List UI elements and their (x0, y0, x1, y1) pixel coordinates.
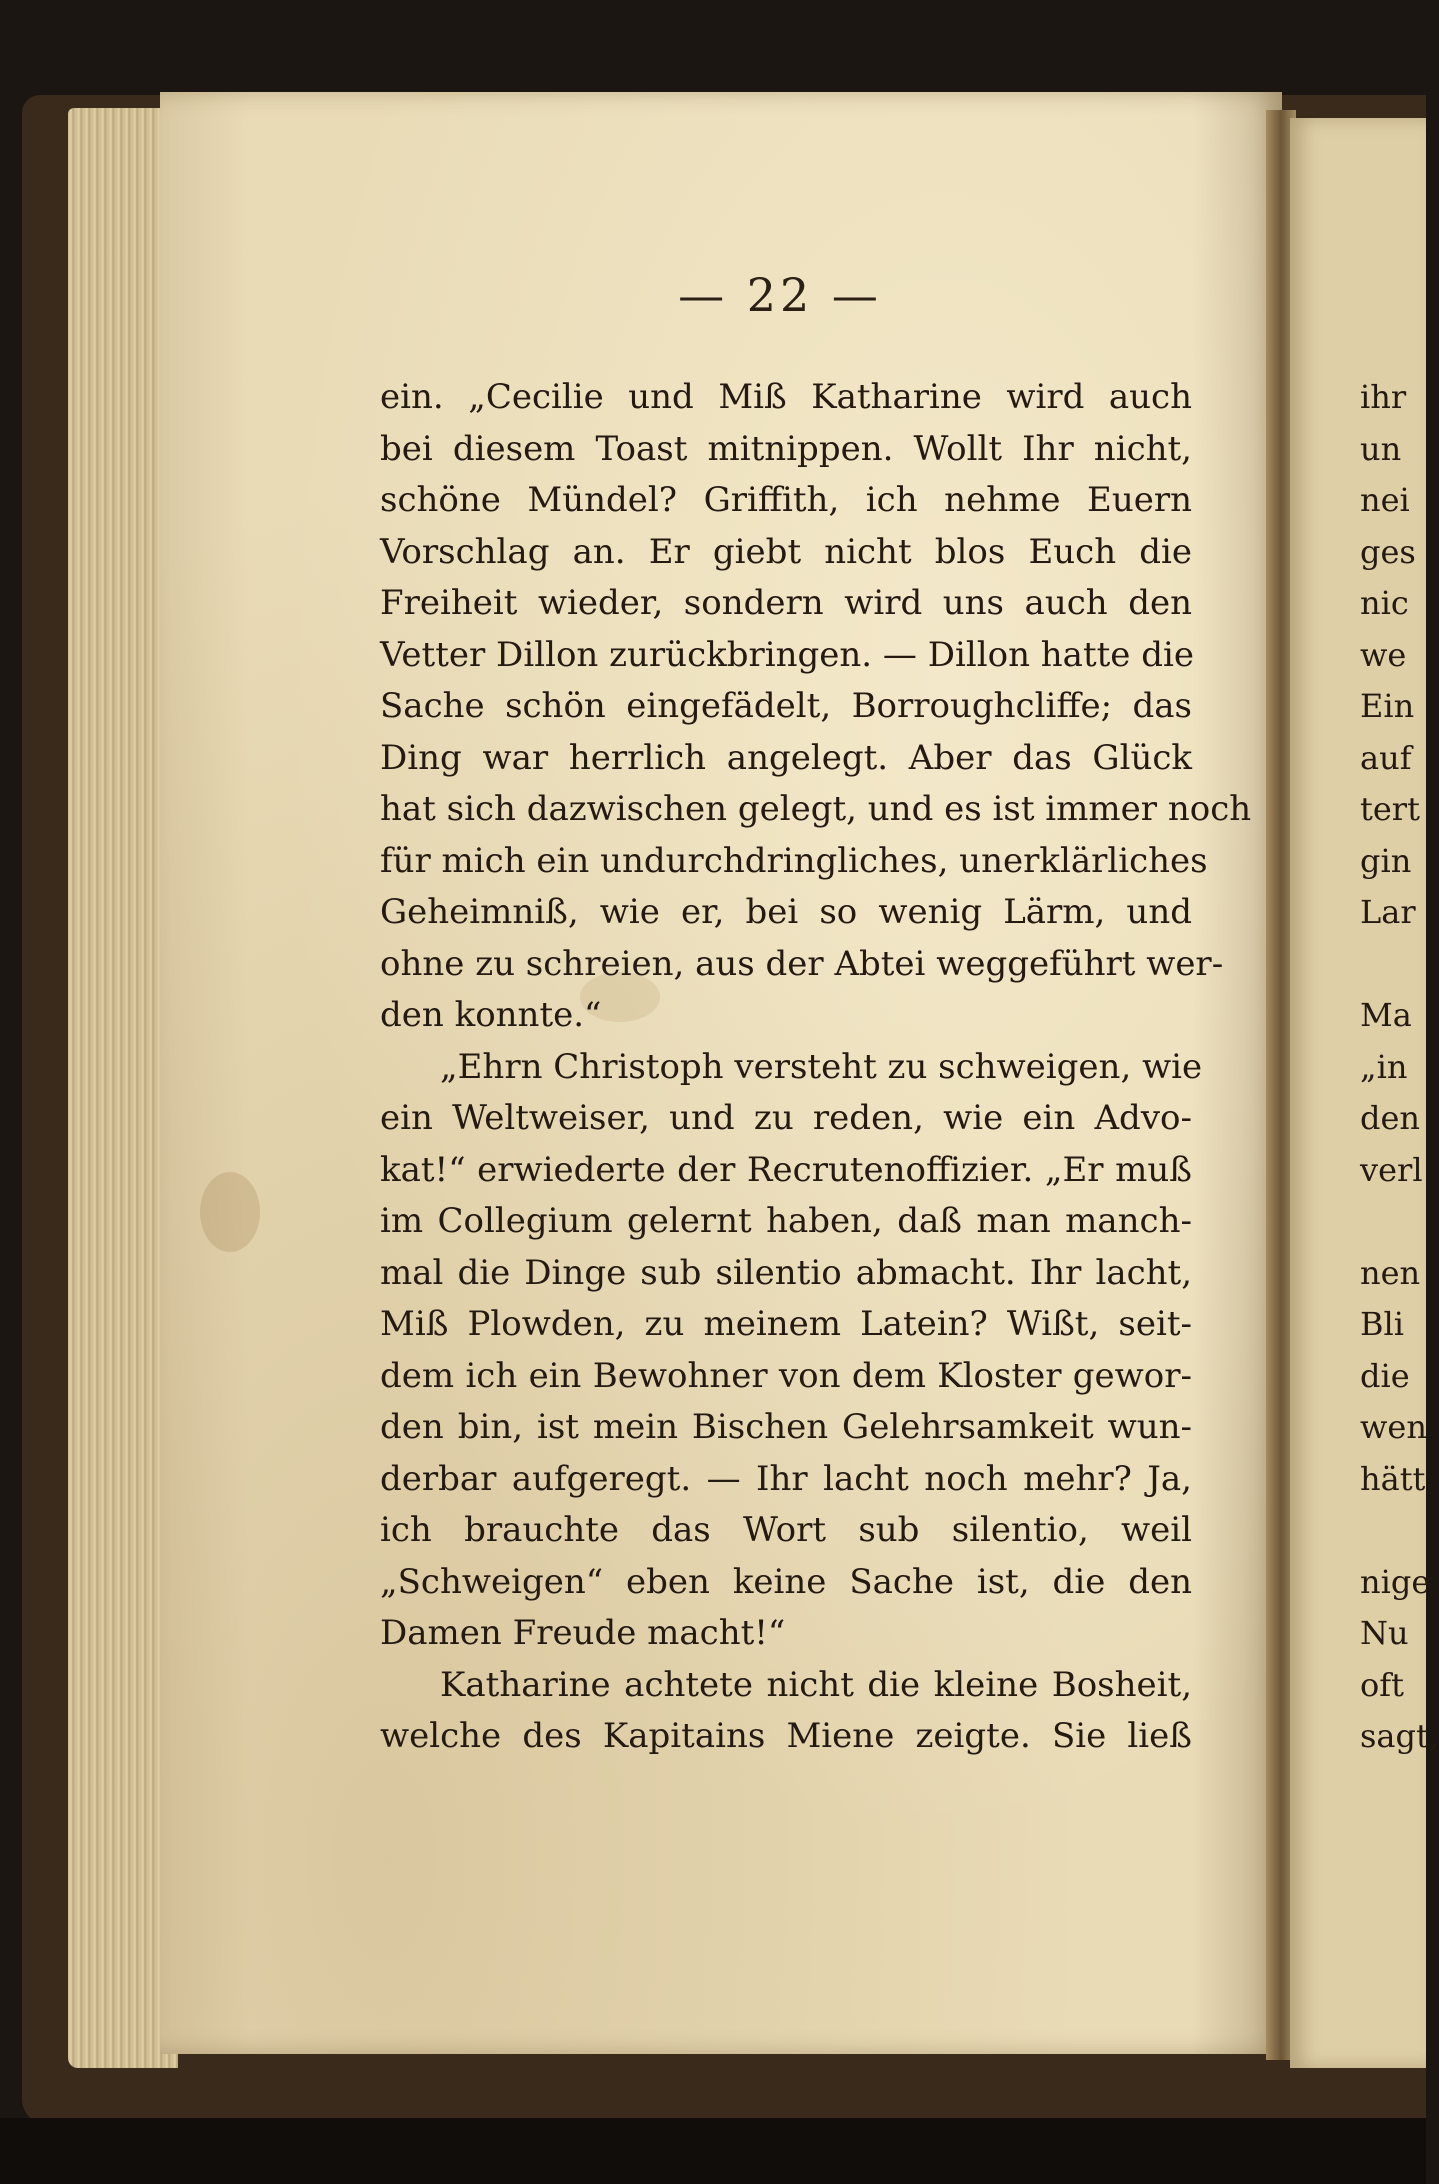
text-line (380, 1557, 1192, 1609)
right-page-fragment: Lar (1360, 893, 1416, 931)
text-line-content: den bin, ist mein Bischen Gelehrsamkeit wun- (380, 1407, 1192, 1447)
page-number: — 22 — (678, 268, 882, 322)
right-page-fragment: verl (1360, 1150, 1423, 1189)
text-line-content: Geheimniß, wie er, bei so wenig Lärm, und (380, 892, 1192, 932)
text-line (380, 372, 1192, 424)
background-shadow (0, 2118, 1426, 2184)
right-page-fragment (1360, 1505, 1430, 1557)
text-line-content: mal die Dinge sub silentio abmacht. Ihr lacht, (380, 1252, 1192, 1293)
right-page-fragment: tert (1360, 790, 1420, 828)
text-line-content: Vorschlag an. Er giebt nicht blos Euch die (380, 531, 1192, 572)
text-line (380, 1505, 1192, 1557)
text-line-content: derbar aufgeregt. — Ihr lacht noch mehr? Ja, (380, 1458, 1192, 1499)
right-page-fragment: Ma (1360, 996, 1412, 1034)
text-line-content: schöne Mündel? Griffith, ich nehme Euern (380, 480, 1192, 520)
right-page-fragment: ihr (1360, 378, 1407, 416)
text-line (380, 939, 1224, 991)
right-page-fragment: „in (1360, 1047, 1408, 1086)
right-page-fragment: ges (1360, 532, 1416, 571)
text-line-content: Vetter Dillon zurückbringen. — Dillon hatte die (380, 634, 1194, 675)
text-line-content: Damen Freude macht!“ (380, 1613, 786, 1653)
text-line (380, 1711, 1192, 1763)
right-page-fragment: hätt (1360, 1459, 1426, 1498)
right-page-fragment: die (1360, 1356, 1410, 1395)
text-line (380, 1351, 1192, 1403)
text-line (380, 836, 1208, 888)
text-line (380, 1248, 1192, 1300)
text-line (380, 887, 1192, 939)
text-line (380, 1402, 1192, 1454)
right-page-fragment: nei (1360, 481, 1410, 519)
text-line-content: ein Weltweiser, und zu reden, wie ein Advo- (380, 1098, 1192, 1138)
text-line (380, 784, 1252, 836)
text-line-content: „Schweigen“ eben keine Sache ist, die den (380, 1561, 1192, 1602)
text-line (380, 1454, 1192, 1506)
right-page-fragment: nen (1360, 1253, 1421, 1292)
text-line-content: Freiheit wieder, sondern wird uns auch den (380, 583, 1192, 623)
right-page-text (1360, 372, 1439, 1763)
text-line (380, 424, 1192, 476)
text-line-content: Ding war herrlich angelegt. Aber das Glück (380, 737, 1192, 778)
text-line (380, 1608, 1192, 1660)
text-line-content: ein. „Cecilie und Miß Katharine wird auch (380, 377, 1192, 417)
text-line (380, 733, 1192, 785)
text-line-content: bei diesem Toast mitnippen. Wollt Ihr nicht, (380, 428, 1192, 469)
text-line-content: im Collegium gelernt haben, daß man manch- (380, 1201, 1192, 1241)
text-line (380, 1093, 1192, 1145)
right-page-fragment: nige (1360, 1562, 1431, 1601)
right-page-fragment: den (1360, 1099, 1421, 1137)
text-line (380, 681, 1192, 733)
text-line-content: Sache schön eingefädelt, Borroughcliffe; das (380, 686, 1192, 726)
text-line (380, 578, 1192, 630)
text-line-content: kat!“ erwiederte der Recrutenoffizier. „Er muß (380, 1149, 1192, 1190)
right-page-fragment: un (1360, 429, 1402, 468)
right-page-fragment: sagt, (1360, 1717, 1439, 1755)
right-page-fragment: auf (1360, 738, 1412, 777)
text-line (380, 1299, 1192, 1351)
right-page-fragment: Nu (1360, 1614, 1409, 1652)
right-page-fragment: wen (1360, 1408, 1427, 1446)
right-page-fragment: gin (1360, 841, 1412, 880)
text-line-content: dem ich ein Bewohner von dem Kloster gewor- (380, 1355, 1192, 1396)
right-page-fragment (1360, 1196, 1430, 1248)
text-line (380, 475, 1192, 527)
text-line-content: Katharine achtete nicht die kleine Bosheit, (440, 1664, 1192, 1705)
right-page-fragment: Bli (1360, 1305, 1404, 1343)
text-line (380, 1042, 1203, 1094)
text-line (380, 1196, 1192, 1248)
text-line-content: den konnte.“ (380, 995, 602, 1035)
text-line-content: Miß Plowden, zu meinem Latein? Wißt, seit- (380, 1304, 1192, 1344)
text-line (380, 1145, 1192, 1197)
text-line-content: hat sich dazwischen gelegt, und es ist immer noch (380, 789, 1252, 829)
right-page-fragment: oft (1360, 1665, 1404, 1704)
text-line (380, 990, 1192, 1042)
text-line (380, 630, 1192, 682)
text-line-content: für mich ein undurchdringliches, unerklärliches (380, 840, 1208, 881)
text-line-content: welche des Kapitains Miene zeigte. Sie ließ (380, 1716, 1192, 1756)
right-page-fragment: Ein (1360, 687, 1415, 725)
text-line (380, 527, 1192, 579)
right-page-fragment (1360, 939, 1430, 991)
age-stain (200, 1172, 260, 1252)
right-page-fragment: nic (1360, 584, 1409, 622)
text-line-content: ohne zu schreien, aus der Abtei weggeführt wer- (380, 943, 1224, 984)
right-page-fragment: we (1360, 635, 1407, 674)
left-page-text (380, 372, 1252, 1763)
text-line-content: „Ehrn Christoph versteht zu schweigen, wie (440, 1046, 1203, 1087)
text-line (380, 1660, 1192, 1712)
text-line-content: ich brauchte das Wort sub silentio, weil (380, 1510, 1192, 1550)
